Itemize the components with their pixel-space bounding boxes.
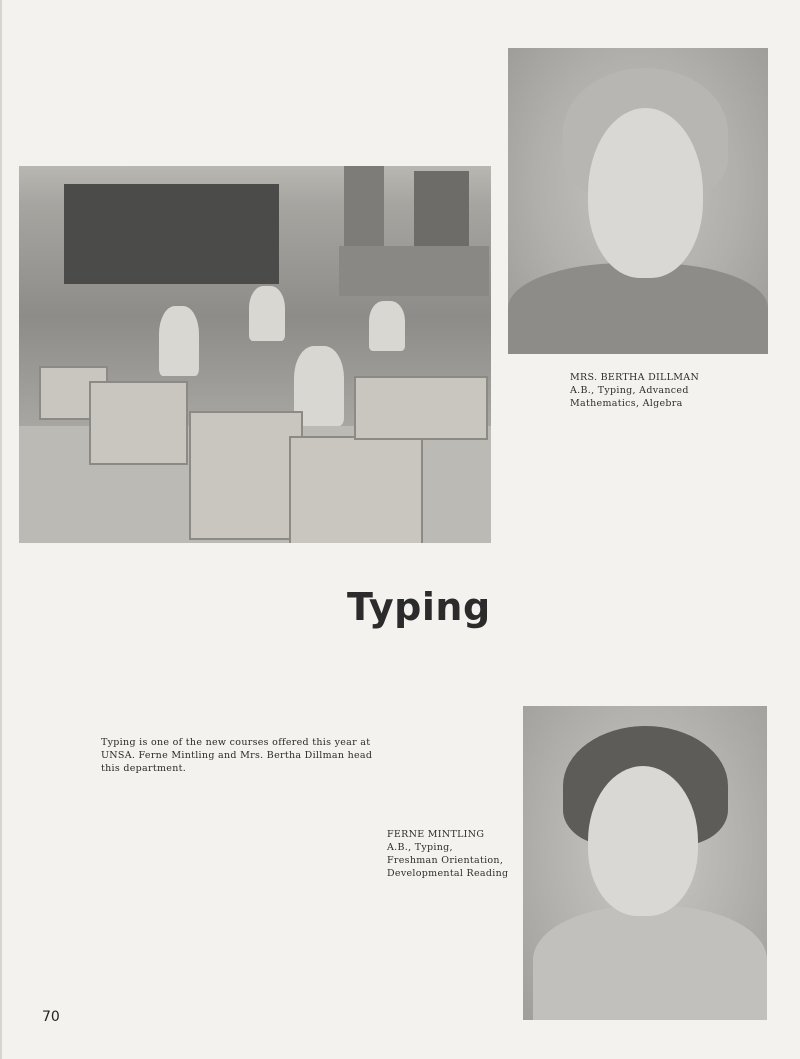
face [588,108,703,278]
body-line: this department. [101,763,187,774]
page-title: Typing [347,585,491,629]
shoulders [533,906,767,1020]
window [414,171,469,251]
student [369,301,405,351]
portrait-mintling [523,706,767,1020]
caption-line: Mathematics, Algebra [570,398,683,409]
face [588,766,698,916]
body-line: UNSA. Ferne Mintling and Mrs. Bertha Dillman head [101,750,373,761]
desk [354,376,488,440]
student [249,286,285,341]
caption-line: A.B., Typing, Advanced [570,385,689,396]
caption-mintling [387,828,508,880]
page-number: 70 [42,1009,60,1025]
caption-line: MRS. BERTHA DILLMAN [570,372,700,383]
caption-line: A.B., Typing, [387,842,453,853]
student [159,306,199,376]
chalkboard [64,184,279,284]
caption-line: FERNE MINTLING [387,829,485,840]
classroom-photo [19,166,491,543]
desk [89,381,188,465]
caption-dillman [570,371,699,410]
caption-line: Freshman Orientation, [387,855,504,866]
desk [189,411,303,540]
body-line: Typing is one of the new courses offered this year at [101,737,371,748]
window [344,166,384,246]
desk [289,436,423,543]
portrait-dillman [508,48,768,354]
caption-line: Developmental Reading [387,868,509,879]
shelf [339,246,489,296]
body-paragraph [101,736,372,775]
